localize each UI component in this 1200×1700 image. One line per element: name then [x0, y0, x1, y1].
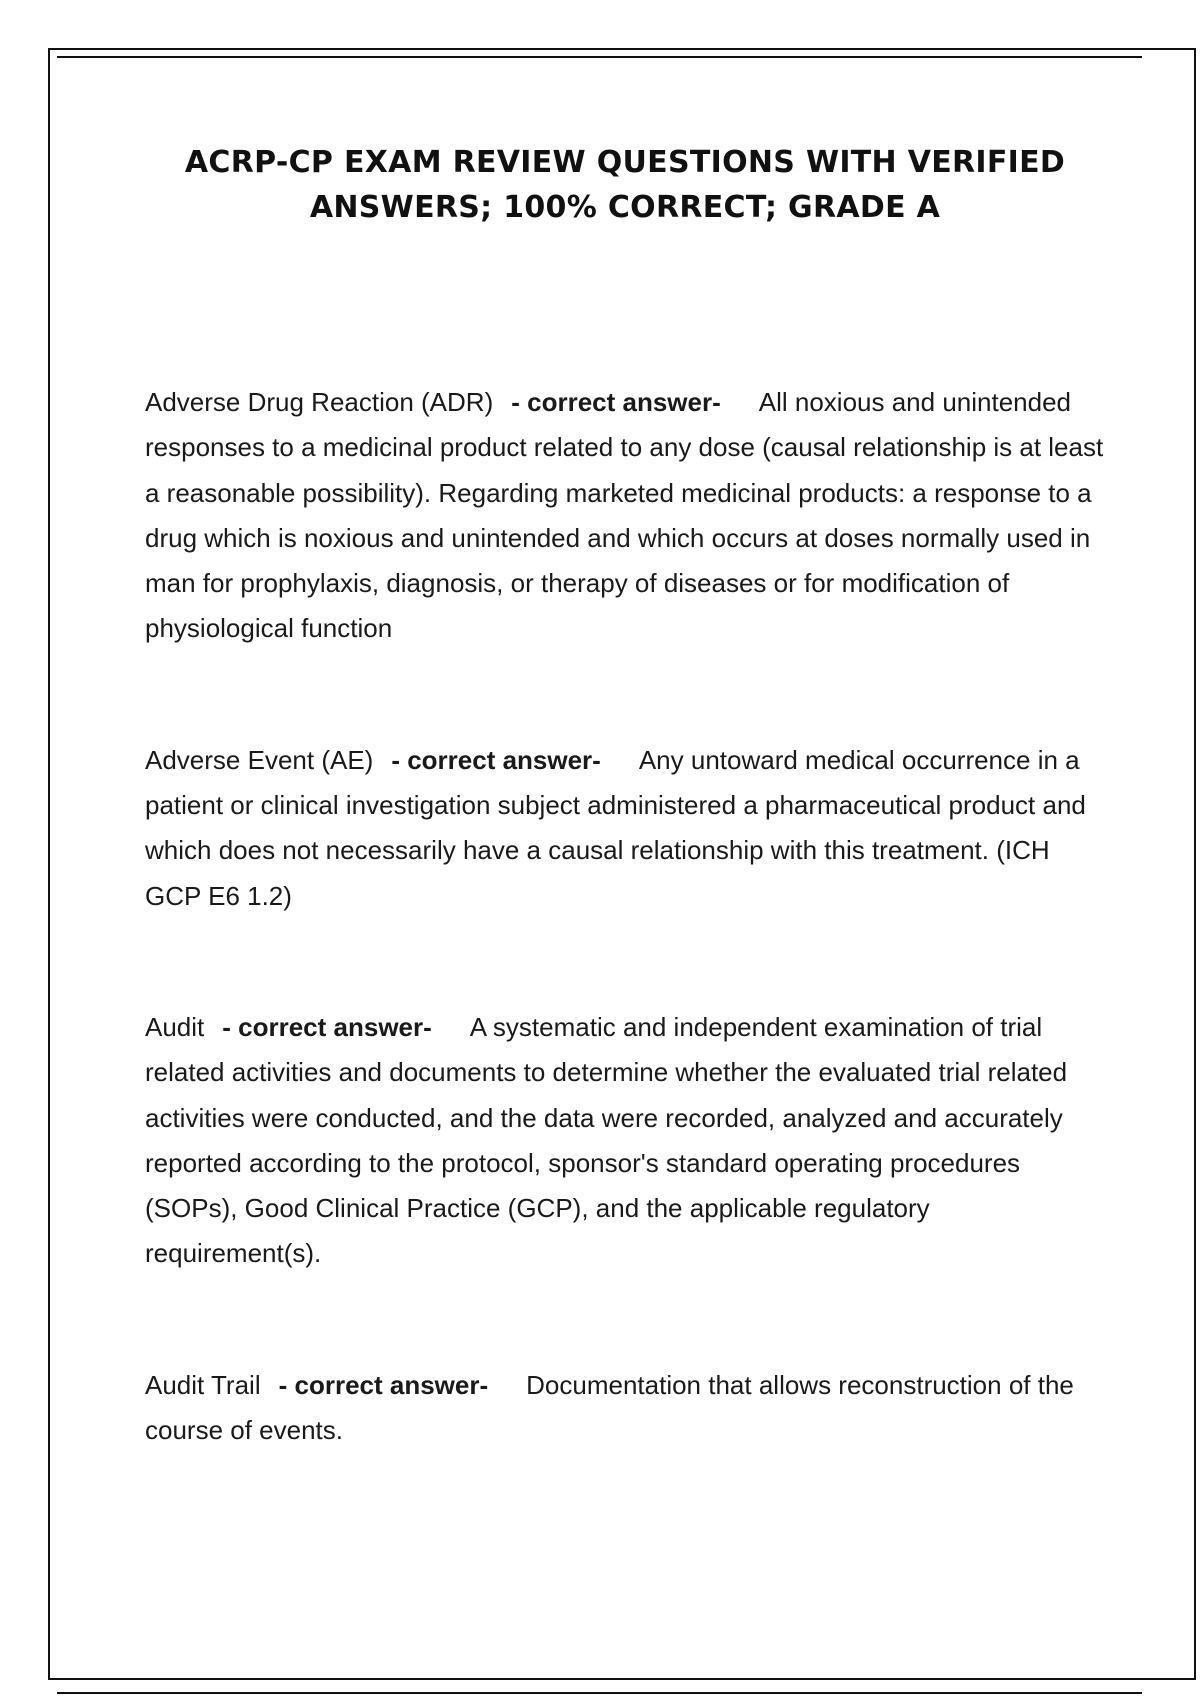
- term: Audit Trail: [145, 1369, 261, 1400]
- answer-label: - correct answer-: [278, 1369, 489, 1400]
- definition: Documentation that allows reconstruction of the course of events.: [145, 1369, 1074, 1446]
- definition: All noxious and unintended responses to a medicinal product related to any dose (causal relationship is at least a reasonable possibility). Regarding marketed medicinal products: a response to a drug which is noxious and unintended and which occurs at doses normally used in man for prophylaxis, diagnosis, or therapy of diseases or for modification of physiological function: [145, 387, 1104, 644]
- qa-entry-audit-trail: [145, 1363, 1105, 1454]
- document-title: ACRP-CP EXAM REVIEW QUESTIONS WITH VERIFIED ANSWERS; 100% CORRECT; GRADE A: [184, 145, 1066, 225]
- term: Adverse Drug Reaction (ADR): [145, 387, 494, 417]
- answer-label: - correct answer-: [511, 387, 721, 417]
- term: Audit: [145, 1011, 205, 1042]
- answer-label: - correct answer-: [222, 1011, 432, 1042]
- definition: A systematic and independent examination of trial related activities and documents to determine whether the evaluated trial related activities were conducted, and the data were recorded, analyzed and accurately reported according to the protocol, sponsor's standard operating procedures (SOPs), Good Clinical Practice (GCP), and the applicable regulatory requirement(s).: [145, 1011, 1068, 1269]
- top-rule: [57, 56, 1142, 58]
- term: Adverse Event (AE): [145, 744, 374, 775]
- qa-entry-audit: [145, 1005, 1105, 1277]
- qa-entry-ae: [145, 738, 1105, 919]
- qa-entry-adr: [145, 380, 1105, 652]
- qa-list: [145, 380, 1105, 1539]
- bottom-rule: [57, 1692, 1142, 1694]
- answer-label: - correct answer-: [391, 744, 601, 775]
- definition: Any untoward medical occurrence in a patient or clinical investigation subject administered a pharmaceutical product and which does not necessarily have a causal relationship with this treatment. (ICH GCP E6 1.2): [145, 744, 1086, 911]
